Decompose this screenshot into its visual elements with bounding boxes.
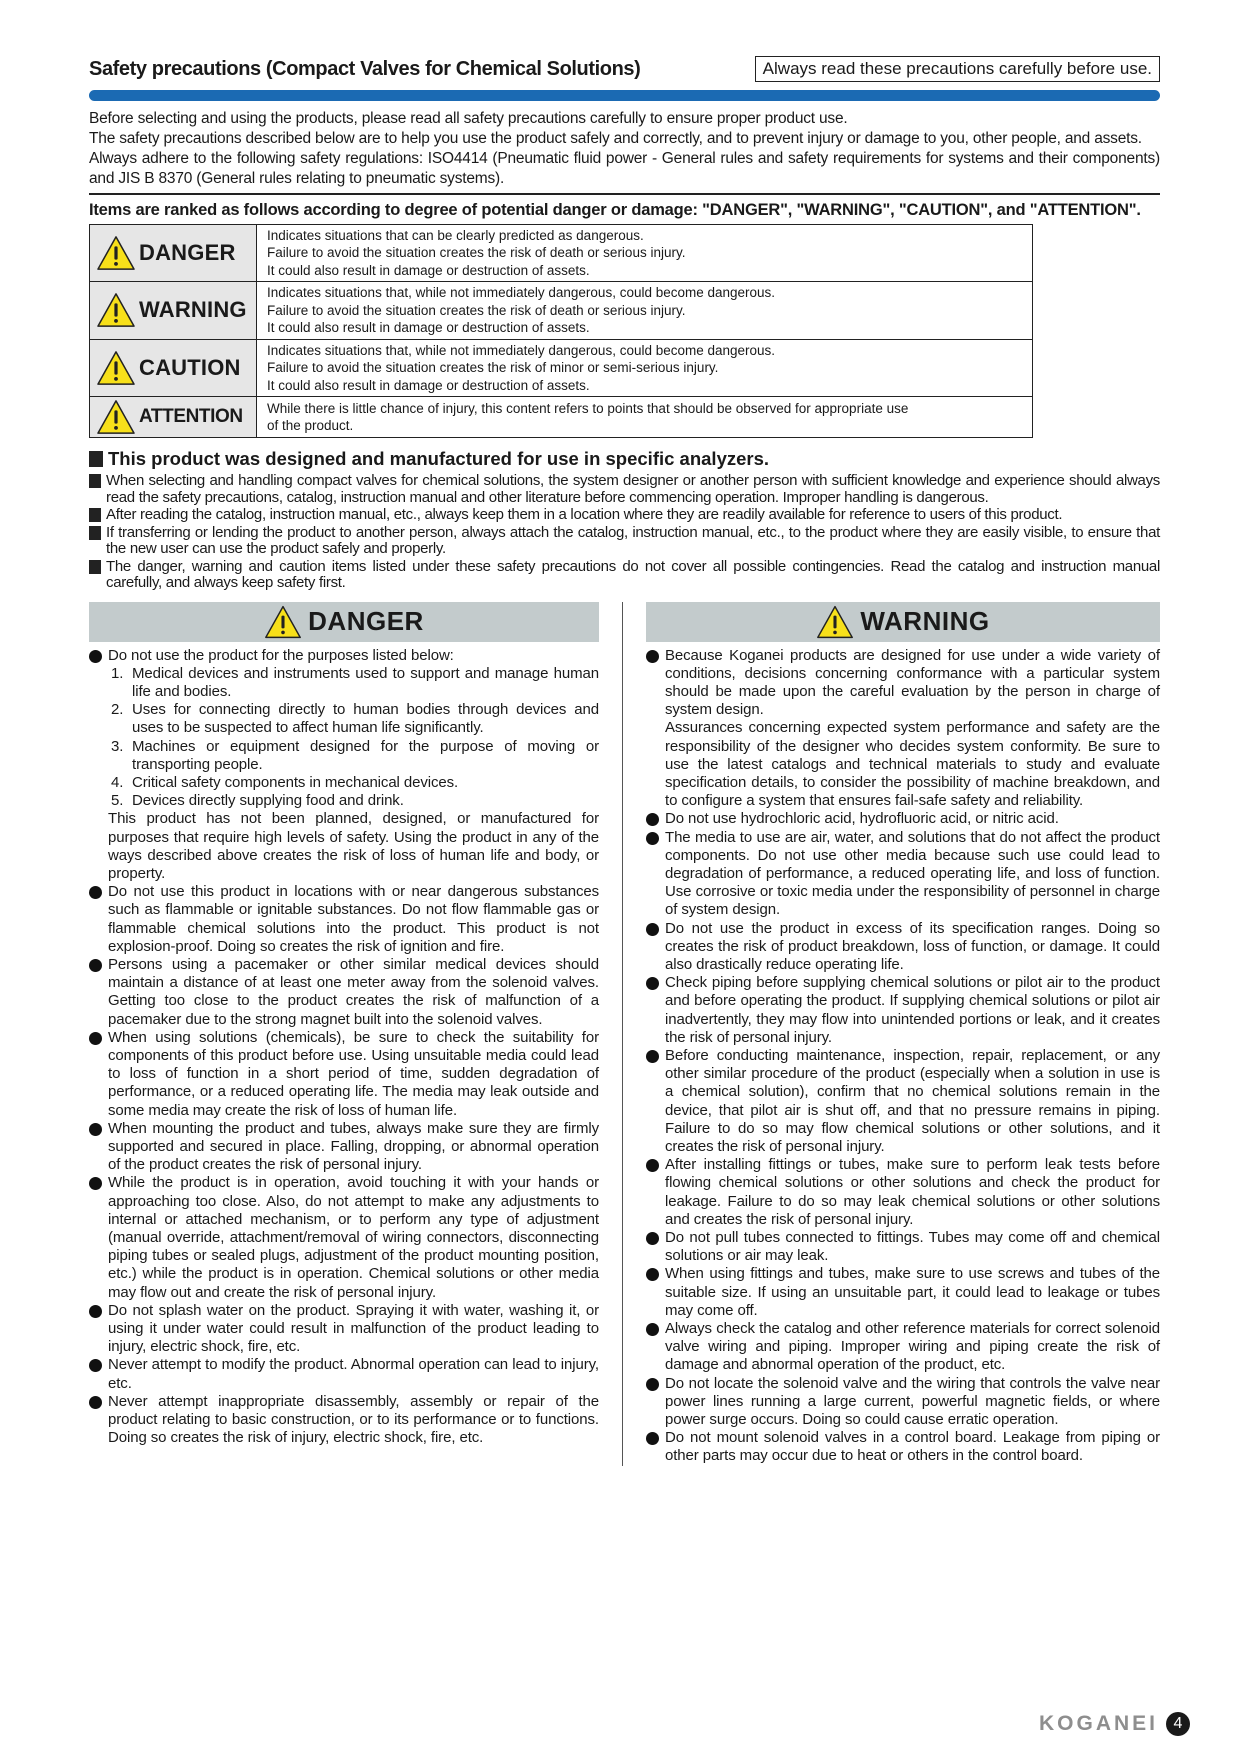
danger-column-header xyxy=(89,602,599,642)
note-text: When selecting and handling compact valves for chemical solutions, the system designer or another person with sufficient knowledge and experience should always read the safety precautions, catalog, instruction manual and other literature before commencing operation. Improper handling is dangerous. xyxy=(106,472,1160,506)
numbered-item xyxy=(89,792,599,810)
item-text: Uses for connecting directly to human bodies through devices and uses to be suspected to affect human life significantly. xyxy=(132,701,599,737)
square-bullet-icon xyxy=(89,508,101,522)
bullet-dot-icon xyxy=(646,1378,659,1391)
bullet-dot-icon xyxy=(646,1323,659,1336)
bullet-text: Do not pull tubes connected to fittings. Tubes may come off and chemical solutions or air may leak. xyxy=(665,1229,1160,1265)
divider xyxy=(89,193,1160,195)
warning-triangle-icon xyxy=(96,292,136,328)
bullet-item xyxy=(89,883,599,956)
bullet-dot-icon xyxy=(89,1123,102,1136)
bullet-dot-icon xyxy=(646,1432,659,1445)
note-item xyxy=(89,559,1160,592)
bullet-text: Do not mount solenoid valves in a control board. Leakage from piping or other parts may occur due to heat or others in the control board. xyxy=(665,1429,1160,1465)
square-bullet-icon xyxy=(89,526,101,540)
level-description xyxy=(257,397,1033,438)
item-text: Devices directly supplying food and drink. xyxy=(132,792,404,810)
bullet-item xyxy=(646,1429,1160,1465)
bullet-dot-icon xyxy=(89,959,102,972)
bullet-text: Never attempt inappropriate disassembly, assembly or repair of the product relating to basic construction, or to its performance or to functions. Doing so creates the risk of injury, electric shock, fire, etc. xyxy=(108,1392,599,1447)
bullet-item xyxy=(646,974,1160,1047)
level-description xyxy=(257,224,1033,282)
column-heading: WARNING xyxy=(860,606,990,636)
bullet-dot-icon xyxy=(646,832,659,845)
description-line: Failure to avoid the situation creates the risk of death or serious injury. xyxy=(267,302,686,318)
note-item xyxy=(89,473,1160,506)
bullet-text: The media to use are air, water, and solutions that do not affect the product components. Do not use other media because such use could lead to degradation of performance, a reduced operating life, and loss of function. Use corrosive or toxic media under the responsibility of personnel in charge of system design. xyxy=(665,828,1160,919)
page-title: Safety precautions (Compact Valves for Chemical Solutions) xyxy=(89,58,641,80)
description-line: of the product. xyxy=(267,418,354,433)
description-line: It could also result in damage or destruction of assets. xyxy=(267,377,590,393)
hazard-level-table xyxy=(89,224,1033,439)
bullet-dot-icon xyxy=(89,886,102,899)
description-line: While there is little chance of injury, this content refers to points that should be observed for appropriate use xyxy=(267,400,909,416)
bullet-text: Because Koganei products are designed for use under a wide variety of conditions, decisions concerning conformance with a particular system should be made upon the careful evaluation by the person in charge of system design. xyxy=(665,646,1160,719)
level-description xyxy=(257,282,1033,340)
bullet-text: When mounting the product and tubes, always make sure they are firmly supported and secured in place. Falling, dropping, or abnormal operation of the product creates the risk of personal injury. xyxy=(108,1119,599,1174)
bullet-item xyxy=(89,956,599,1029)
note-item xyxy=(89,525,1160,558)
item-number: 5. xyxy=(111,792,124,810)
warning-triangle-icon xyxy=(264,604,302,640)
item-number: 4. xyxy=(111,773,124,791)
bullet-text: Do not locate the solenoid valve and the wiring that controls the valve near power lines running a large current, powerful magnetic fields, or where power surge occurs. Doing so could cause erratic operation. xyxy=(665,1374,1160,1429)
hazard-level-row xyxy=(90,397,1033,438)
column-divider xyxy=(622,602,623,1466)
square-bullet-icon xyxy=(89,560,101,574)
bullet-item xyxy=(646,1156,1160,1229)
description-line: Indicates situations that can be clearly predicted as dangerous. xyxy=(267,227,644,243)
bullet-text: When using fittings and tubes, make sure to use screws and tubes of the suitable size. If using an unsuitable part, it could lead to leakage or tubes may come off. xyxy=(665,1265,1160,1319)
bullet-dot-icon xyxy=(646,977,659,990)
bullet-text: Do not use the product in excess of its specification ranges. Doing so creates the risk of product breakdown, loss of function, or damage. It could also drastically reduce operating life. xyxy=(665,919,1160,973)
header xyxy=(89,56,1160,86)
item-text: Medical devices and instruments used to support and manage human life and bodies. xyxy=(132,664,599,700)
description-line: It could also result in damage or destruction of assets. xyxy=(267,320,590,335)
bullet-item xyxy=(646,647,1160,720)
warning-column xyxy=(646,602,1160,1466)
bullet-text: After installing fittings or tubes, make sure to perform leak tests before flowing chemical solutions or other solutions and check the product for leakage. Failure to do so may leak chemical solutions or other solutions and creates the risk of personal injury. xyxy=(665,1156,1160,1228)
bullet-dot-icon xyxy=(646,813,659,826)
notes-list xyxy=(89,473,1160,592)
bullet-item xyxy=(646,920,1160,975)
bullet-dot-icon xyxy=(89,1032,102,1045)
document-page xyxy=(89,56,1160,1466)
note-text: If transferring or lending the product to another person, always attach the catalog, instruction manual, etc., to the product where they are easily visible, to ensure that the new user can use the product safely and properly. xyxy=(106,523,1160,557)
section-heading xyxy=(89,448,1160,470)
bullet-continuation: This product has not been planned, designed, or manufactured for purposes that require high levels of safety. Using the product in any of the ways described above creates the risk of loss of human life and body, or property. xyxy=(108,810,599,882)
bullet-dot-icon xyxy=(646,1159,659,1172)
danger-bullet-list xyxy=(89,647,599,1448)
bullet-dot-icon xyxy=(89,1305,102,1318)
item-number: 1. xyxy=(111,664,124,682)
numbered-item xyxy=(89,665,599,701)
koganei-logo: KOGANEI xyxy=(1038,1712,1158,1735)
page-footer xyxy=(1000,1711,1190,1737)
bullet-text: Before conducting maintenance, inspection, repair, replacement, or any other similar procedure of the product (especially when a solution in use is a chemical solution), confirm that no chemical solutions remain in the device, that pilot air is shut off, and that no pressure remains in piping. Failure to do so may flow chemical solutions or other solutions, and it creates the risk of personal injury. xyxy=(665,1046,1160,1155)
bullet-item xyxy=(89,1174,599,1301)
bullet-text: Check piping before supplying chemical solutions or pilot air to the product and before operating the product. If supplying chemical solutions or pilot air inadvertently, they may flow into unintended portions or leak, and it creates the risk of personal injury. xyxy=(665,974,1160,1046)
item-number: 3. xyxy=(111,737,124,755)
note-item xyxy=(89,507,1160,524)
numbered-item xyxy=(89,738,599,774)
bullet-continuation: Assurances concerning expected system performance and safety are the responsibility of the designer who decides system conformity. Be sure to use the latest catalogs and technical materials to study and evaluate specification details, to consider the possibility of machine breakdown, and to configure a system that ensures fail-safe safety and reliability. xyxy=(665,719,1160,810)
level-description xyxy=(257,339,1033,397)
hazard-level-row xyxy=(90,282,1033,340)
bullet-dot-icon xyxy=(646,1232,659,1245)
bullet-text: Persons using a pacemaker or other similar medical devices should maintain a distance of at least one meter away from the solenoid valves. Getting too close to the product creates the risk of malfunction of a pacemaker due to the strong magnet built into the solenoid valves. xyxy=(108,955,599,1028)
bullet-text: Do not use this product in locations with or near dangerous substances such as flammable or ignitable substances. Do not flow flammable gas or flammable chemical solutions into the product. This product is not explosion-proof. Doing so creates the risk of ignition and fire. xyxy=(108,883,599,955)
bullet-item xyxy=(646,1375,1160,1430)
bullet-dot-icon xyxy=(646,1050,659,1063)
numbered-item xyxy=(89,701,599,737)
bullet-dot-icon xyxy=(89,1396,102,1409)
note-text: After reading the catalog, instruction manual, etc., always keep them in a location where they are readily available for reference to users of this product. xyxy=(106,506,1063,523)
warning-triangle-icon xyxy=(96,235,136,271)
bullet-dot-icon xyxy=(89,1177,102,1190)
bullet-item xyxy=(646,1265,1160,1320)
bullet-item xyxy=(89,647,599,665)
warning-triangle-icon xyxy=(96,399,136,435)
intro-text xyxy=(89,109,1160,189)
description-line: Failure to avoid the situation creates the risk of death or serious injury. xyxy=(267,245,686,260)
description-line: Indicates situations that, while not immediately dangerous, could become dangerous. xyxy=(267,285,776,300)
danger-column xyxy=(89,602,599,1466)
page-number: 4 xyxy=(1166,1712,1190,1736)
bullet-text: When using solutions (chemicals), be sure to check the suitability for components of this product before use. Using unsuitable media could lead to loss of function in a short period of time, sudden degradation of performance, or a reduced operating life. The media may leak outside and some media may create the risk of loss of human life. xyxy=(108,1028,599,1119)
item-text: Critical safety components in mechanical devices. xyxy=(132,773,459,791)
description-line: It could also result in damage or destruction of assets. xyxy=(267,262,590,278)
intro-paragraph: The safety precautions described below are to help you use the product safely and correctly, and to prevent injury or damage to you, other people, and assets. xyxy=(89,130,1142,147)
note-text: The danger, warning and caution items listed under these safety precautions do not cover all possible contingencies. Read the catalog and instruction manual carefully, and always keep safety first. xyxy=(106,557,1160,591)
level-label: DANGER xyxy=(139,239,236,265)
bullet-text: Do not use the product for the purposes listed below: xyxy=(108,646,454,664)
bullet-text: Do not use hydrochloric acid, hydrofluoric acid, or nitric acid. xyxy=(665,810,1059,828)
warning-triangle-icon xyxy=(96,350,136,386)
bullet-item xyxy=(646,1320,1160,1375)
intro-paragraph: Before selecting and using the products, please read all safety precautions carefully to ensure proper product use. xyxy=(89,110,848,127)
hazard-level-row xyxy=(90,339,1033,397)
bullet-item xyxy=(89,1393,599,1448)
title-underline-bar xyxy=(89,90,1160,101)
column-heading: DANGER xyxy=(308,606,424,636)
numbered-item xyxy=(89,774,599,792)
bullet-item xyxy=(89,1356,599,1392)
warning-triangle-icon xyxy=(816,604,854,640)
bullet-dot-icon xyxy=(89,1359,102,1372)
description-line: Failure to avoid the situation creates the risk of minor or semi-serious injury. xyxy=(267,360,719,375)
warning-column-header xyxy=(646,602,1160,642)
description-line: Indicates situations that, while not immediately dangerous, could become dangerous. xyxy=(267,342,776,358)
intro-paragraph: Always adhere to the following safety regulations: ISO4414 (Pneumatic fluid power - General rules and safety requirements for systems and their components) and JIS B 8370 (General rules relating to pneumatic systems). xyxy=(89,150,1160,187)
bullet-item xyxy=(646,810,1160,828)
bullet-text: While the product is in operation, avoid touching it with your hands or approaching too close. Also, do not attempt to make any adjustments to internal or attached mechanism, or to perform any type of adjustment (manual override, attachment/removal of wiring connectors, disconnecting piping tubes or sealed plugs, adjustment of the product mounting position, etc.) while the product is in operation. Chemical solutions or other media may flow out and create the risk of personal injury. xyxy=(108,1174,599,1301)
warning-bullet-list xyxy=(646,647,1160,1466)
bullet-dot-icon xyxy=(646,1268,659,1281)
bullet-text: Always check the catalog and other reference materials for correct solenoid valve wiring and piping. Improper wiring and piping create the risk of damage and abnormal operation of the product, etc. xyxy=(665,1320,1160,1374)
bullet-item xyxy=(646,829,1160,920)
item-text: Machines or equipment designed for the purpose of moving or transporting people. xyxy=(132,737,599,773)
bullet-text: Never attempt to modify the product. Abnormal operation can lead to injury, etc. xyxy=(108,1356,599,1392)
bullet-item xyxy=(646,1229,1160,1265)
bullet-dot-icon xyxy=(646,650,659,663)
bullet-item xyxy=(646,1047,1160,1156)
bullet-item xyxy=(89,1302,599,1357)
bullet-item xyxy=(89,1120,599,1175)
bullet-dot-icon xyxy=(646,923,659,936)
section-heading-text: This product was designed and manufactured for use in specific analyzers. xyxy=(108,448,770,469)
bullet-dot-icon xyxy=(89,650,102,663)
level-label: CAUTION xyxy=(139,354,241,380)
item-number: 2. xyxy=(111,701,124,719)
level-label: WARNING xyxy=(139,297,247,323)
hazard-level-row xyxy=(90,224,1033,282)
bullet-item xyxy=(89,1029,599,1120)
two-column-section xyxy=(89,602,1160,1466)
square-bullet-icon xyxy=(89,474,101,488)
level-label: ATTENTION xyxy=(139,406,243,427)
read-notice-box: Always read these precautions carefully before use. xyxy=(755,56,1160,82)
ranking-heading: Items are ranked as follows according to degree of potential danger or damage: "DANGER", "WARNING", "CAUTION", and "ATTENTION". xyxy=(89,200,1141,219)
bullet-text: Do not splash water on the product. Spraying it with water, washing it, or using it under water could result in malfunction of the product leading to injury, electric shock, fire, etc. xyxy=(108,1301,599,1356)
square-bullet-icon xyxy=(89,451,103,467)
